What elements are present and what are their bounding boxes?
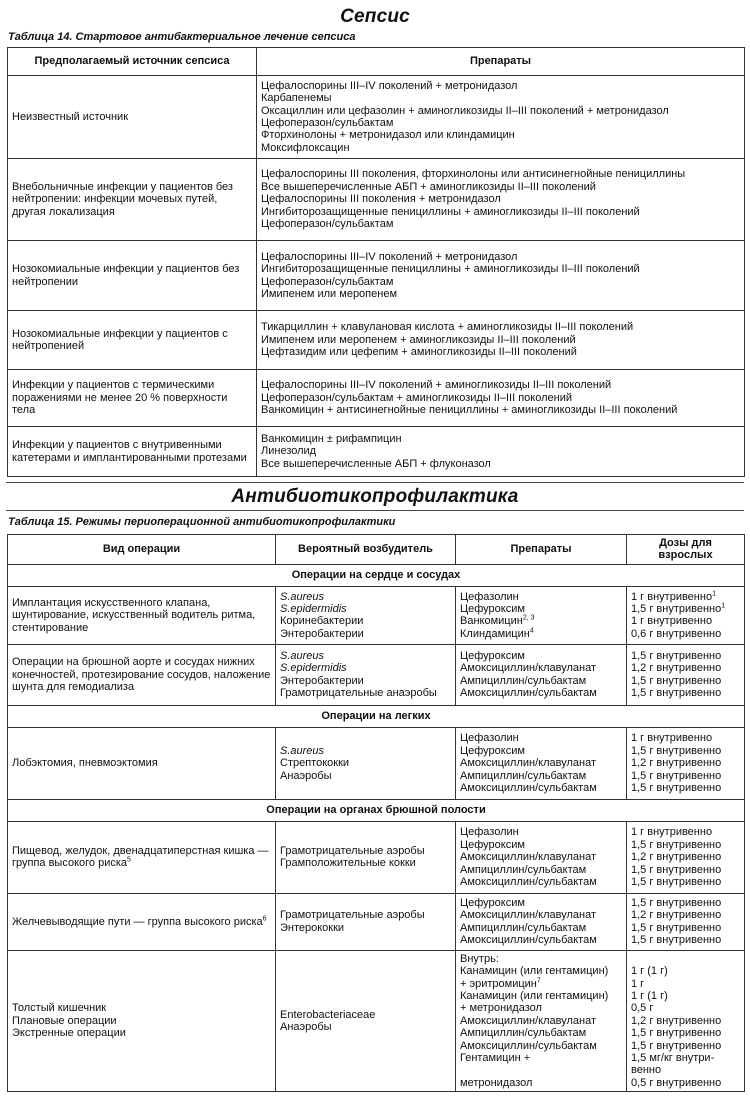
group-header-row <box>8 705 745 727</box>
drug-name: Ванкомицин <box>460 615 523 628</box>
pathogen-line: Коринебактерии <box>280 615 364 628</box>
operation-text: Пищевод, желудок, двенадцатиперстная кишка — группа высокого риска <box>12 844 269 870</box>
drug-name: Цефазолин <box>460 590 519 603</box>
drug-line: Внутрь: <box>460 952 499 965</box>
pathogen-cell <box>276 950 456 1091</box>
table-14-caption: Таблица 14. Стартовое антибактериальное лечение сепсиса <box>8 31 356 43</box>
dose-line: 1 г внутривенно <box>631 732 713 745</box>
operation-cell <box>8 821 276 893</box>
drugs-cell <box>257 76 745 159</box>
table-row <box>8 311 745 370</box>
drug-line: Имипенем или меропенем <box>261 287 398 300</box>
dose-cell <box>627 586 745 644</box>
drug-line: Оксациллин или цефазолин + аминогликозиды II–III поколений + метронидазол <box>261 104 669 117</box>
dose-line: венно <box>631 1064 662 1077</box>
drug-line: Цефалоспорины III–IV поколений + аминогликозиды II–III поколений <box>261 379 612 392</box>
pathogen-cell <box>276 893 456 950</box>
dose-line: 1,2 г внутривенно <box>631 1014 722 1027</box>
footnote-ref: 5 <box>127 856 131 864</box>
dose-line: 1,5 г внутривенно <box>631 875 722 888</box>
drug-line: Цефуроксим <box>460 897 525 909</box>
section-title-prophylaxis: Антибиотикопрофилактика <box>231 486 519 507</box>
table-row <box>8 586 745 644</box>
drug-line: Цефазолин <box>460 732 519 745</box>
source-cell: Нозокомиальные инфекции у пациентов с нейтропенией <box>8 311 257 370</box>
pathogen-line: Энтерококки <box>280 921 345 934</box>
dose-value: 0,6 г внутривенно <box>631 627 722 640</box>
drug-line: Цефуроксим <box>460 838 525 851</box>
table-15 <box>7 534 745 1092</box>
dose-cell <box>627 821 745 893</box>
table-row <box>8 893 745 950</box>
column-header-operation: Вид операции <box>8 535 276 565</box>
dose-line: 1 г внутривенно <box>631 826 713 839</box>
drug-line: Ампициллин/сульбактам <box>460 1027 587 1040</box>
drugs-cell <box>257 427 745 477</box>
column-header-drugs: Препараты <box>456 535 627 565</box>
drugs-cell <box>257 241 745 311</box>
drug-line: Моксифлоксацин <box>261 141 350 154</box>
dose-line: 1,5 г внутривенно <box>631 769 722 782</box>
group-header-lungs: Операции на легких <box>8 705 745 727</box>
footnote-ref: 1 <box>721 602 726 610</box>
drug-line: Все вышеперечисленные АБП + флуконазол <box>261 457 491 470</box>
dose-line: 1 г (1 г) <box>631 965 668 978</box>
drugs-cell <box>257 370 745 427</box>
pathogen-line: Анаэробы <box>280 1021 332 1034</box>
drug-line: Цефазолин <box>460 826 519 839</box>
drug-line: + метронидазол <box>460 1002 542 1015</box>
operation-cell: Имплантация искусственного клапана, шунтирование, искусственный водитель ритма, стентирование <box>8 586 276 644</box>
source-cell: Внебольничные инфекции у пациентов без нейтропении: инфекции мочевых путей, другая локализация <box>8 159 257 241</box>
dose-line: 1,5 г внутривенно <box>631 934 722 947</box>
dose-line: 1,2 г внутривенно <box>631 662 722 675</box>
drug-line: Цефоперазон/сульбактам + аминогликозиды II–III поколений <box>261 391 573 404</box>
drug-line: Амоксициллин/сульбактам <box>460 781 597 794</box>
pathogen-line: S.epidermidis <box>280 662 347 675</box>
drug-line: Ампициллин/сульбактам <box>460 769 587 782</box>
source-cell: Инфекции у пациентов с термическими поражениями не менее 20 % поверхности тела <box>8 370 257 427</box>
dose-cell <box>627 644 745 705</box>
pathogen-line: Энтеробактерии <box>280 627 364 640</box>
drug-line: Имипенем или меропенем + аминогликозиды II–III поколений <box>261 333 576 346</box>
operation-line: Толстый кишечник <box>12 1002 107 1015</box>
drug-line: Цефалоспорины III–IV поколений + метронидазол <box>261 250 518 263</box>
source-cell: Инфекции у пациентов с внутривенными катетерами и имплантированными протезами <box>8 427 257 477</box>
drug-line: Гентамицин + <box>460 1052 531 1065</box>
table-15-caption: Таблица 15. Режимы периоперационной антибиотикопрофилактики <box>8 516 396 528</box>
pathogen-cell <box>276 727 456 799</box>
drug-line: Амоксициллин/клавуланат <box>460 757 597 770</box>
dose-line: 0,5 г внутривенно <box>631 1076 722 1089</box>
table-row <box>8 241 745 311</box>
drug-line: Карбапенемы <box>261 92 332 105</box>
section-title-sepsis: Сепсис <box>340 6 410 27</box>
drug-line <box>460 978 622 990</box>
footnote-ref: 2, 3 <box>522 614 535 622</box>
drug-line: Фторхинолоны + метронидазол или клиндамицин <box>261 129 515 142</box>
dose-line <box>631 953 740 965</box>
drug-line: Амоксициллин/клавуланат <box>460 851 597 864</box>
source-cell: Нозокомиальные инфекции у пациентов без нейтропении <box>8 241 257 311</box>
drug-line: Канамицин (или гентамицин) <box>460 990 609 1003</box>
operation-cell: Лобэктомия, пневмоэктомия <box>8 727 276 799</box>
dose-value: 1,5 г внутривенно <box>631 602 722 615</box>
drug-line: Линезолид <box>261 445 317 458</box>
drug-line: Цефалоспорины III поколения + метронидазол <box>261 193 501 206</box>
footnote-ref: 4 <box>529 627 534 635</box>
table-14 <box>7 47 745 477</box>
operation-line: Плановые операции <box>12 1014 117 1027</box>
footnote-ref: 6 <box>262 914 267 922</box>
dose-line: 1,2 г внутривенно <box>631 909 722 922</box>
drug-line: Амоксициллин/клавуланат <box>460 909 597 922</box>
dose-line: 1,5 г внутривенно <box>631 744 722 757</box>
drug-line: Цефтазидим или цефепим + аминогликозиды II–III поколений <box>261 346 577 359</box>
drug-line: Ингибиторозащищенные пенициллины + аминогликозиды II–III поколений <box>261 205 640 218</box>
drug-name: Цефуроксим <box>460 602 525 615</box>
drug-line: Цефоперазон/сульбактам <box>261 117 394 129</box>
dose-line: 0,5 г <box>631 1002 654 1015</box>
dose-line: 1,5 г внутривенно <box>631 897 722 909</box>
drug-cell <box>456 893 627 950</box>
drug-line: Ванкомицин ± рифампицин <box>261 432 402 445</box>
group-header-cardiac: Операции на сердце и сосудах <box>8 564 745 586</box>
drug-line: Амоксициллин/клавуланат <box>460 662 597 675</box>
group-header-row <box>8 564 745 586</box>
drugs-cell <box>257 311 745 370</box>
dose-value: 1 г внутривенно <box>631 615 713 628</box>
pathogen-line: Enterobacteriaceae <box>280 1008 376 1021</box>
drug-line: Амоксициллин/сульбактам <box>460 934 597 947</box>
footnote-ref: 1 <box>712 589 716 597</box>
operation-line: Экстренные операции <box>12 1027 126 1040</box>
operation-cell <box>8 893 276 950</box>
drug-line: Цефоперазон/сульбактам <box>261 218 394 231</box>
pathogen-line: Грамположительные кокки <box>280 857 416 870</box>
table-row <box>8 370 745 427</box>
dose-line: 1,5 г внутривенно <box>631 863 722 876</box>
dose-line: 1,5 г внутривенно <box>631 781 722 794</box>
dose-cell <box>627 727 745 799</box>
pathogen-line: S.aureus <box>280 590 325 603</box>
dose-line: 1,2 г внутривенно <box>631 851 722 864</box>
drug-cell <box>456 727 627 799</box>
section-divider <box>6 482 744 483</box>
pathogen-cell <box>276 586 456 644</box>
dose-line <box>631 628 740 640</box>
dose-line: 1,5 г внутривенно <box>631 1027 722 1040</box>
section-divider <box>6 510 744 511</box>
table-row <box>8 427 745 477</box>
drug-line: метронидазол <box>460 1076 533 1089</box>
drug-line: Ванкомицин + антисинегнойные пенициллины + аминогликозиды II–III поколений <box>261 404 678 417</box>
pathogen-line: S.aureus <box>280 744 325 757</box>
dose-line: 1,5 г внутривенно <box>631 921 722 934</box>
drug-line: Все вышеперечисленные АБП + аминогликозиды II–III поколений <box>261 180 596 193</box>
dose-line <box>631 615 740 627</box>
drugs-cell <box>257 159 745 241</box>
drug-line: Ампициллин/сульбактам <box>460 921 587 934</box>
drug-cell <box>456 586 627 644</box>
drug-cell <box>456 821 627 893</box>
dose-line: 1 г (1 г) <box>631 990 668 1003</box>
drug-line: Амоксициллин/сульбактам <box>460 1039 597 1052</box>
drug-line: Цефоперазон/сульбактам <box>261 275 394 288</box>
pathogen-line: Грамотрицательные аэробы <box>280 844 425 857</box>
dose-line: 1,5 г внутривенно <box>631 674 722 687</box>
drug-name: + эритромицин <box>460 977 537 990</box>
dose-line: 1,5 г внутривенно <box>631 687 722 700</box>
dose-line: 1,5 мг/кг внутри- <box>631 1052 715 1065</box>
drug-line: Цефуроксим <box>460 650 525 662</box>
column-header-doses: Дозы для взрослых <box>627 535 745 565</box>
table-row <box>8 159 745 241</box>
dose-line: 1,5 г внутривенно <box>631 650 722 662</box>
group-header-abdominal: Операции на органах брюшной полости <box>8 799 745 821</box>
column-header-pathogen: Вероятный возбудитель <box>276 535 456 565</box>
drug-line: Цефуроксим <box>460 744 525 757</box>
pathogen-line: Стрептококки <box>280 757 350 770</box>
footnote-ref: 7 <box>536 976 541 984</box>
dose-value: 1 г внутривенно <box>631 590 713 603</box>
drug-line: Ингибиторозащищенные пенициллины + аминогликозиды II–III поколений <box>261 263 640 276</box>
dose-line: 1,5 г внутривенно <box>631 1039 722 1052</box>
source-cell: Неизвестный источник <box>8 76 257 159</box>
dose-line <box>631 591 740 603</box>
operation-text: Желчевыводящие пути — группа высокого риска <box>12 915 263 928</box>
drug-line: Цефалоспорины III поколения, фторхинолоны или антисинегнойные пенициллины <box>261 168 686 181</box>
column-header-source: Предполагаемый источник сепсиса <box>8 48 257 76</box>
table-row <box>8 727 745 799</box>
table-header-row <box>8 535 745 565</box>
pathogen-line: S.epidermidis <box>280 602 347 615</box>
dose-cell <box>627 893 745 950</box>
drug-line: Ампициллин/сульбактам <box>460 674 587 687</box>
operation-cell: Операции на брюшной аорте и сосудах нижних конечностей, протезирование сосудов, наложение шунта для гемодиализа <box>8 644 276 705</box>
drug-line <box>460 591 622 603</box>
pathogen-cell <box>276 644 456 705</box>
group-header-row <box>8 799 745 821</box>
drug-line: Амоксициллин/сульбактам <box>460 875 597 888</box>
operation-cell <box>8 950 276 1091</box>
drug-name: Клиндамицин <box>460 627 530 640</box>
table-row <box>8 950 745 1091</box>
drug-line: Тикарциллин + клавулановая кислота + аминогликозиды II–III поколений <box>261 321 634 334</box>
drug-line: Канамицин (или гентамицин) <box>460 965 609 978</box>
dose-line: 1,2 г внутривенно <box>631 757 722 770</box>
drug-cell <box>456 950 627 1091</box>
dose-line: 1,5 г внутривенно <box>631 838 722 851</box>
table-row <box>8 76 745 159</box>
drug-line <box>460 615 622 627</box>
pathogen-cell <box>276 821 456 893</box>
pathogen-line: Грамотрицательные аэробы <box>280 909 425 922</box>
drug-line <box>460 603 622 615</box>
dose-cell <box>627 950 745 1091</box>
drug-line <box>460 1064 622 1076</box>
pathogen-line: S.aureus <box>280 650 325 662</box>
drug-line: Ампициллин/сульбактам <box>460 863 587 876</box>
dose-line <box>631 603 740 615</box>
drug-line: Цефалоспорины III–IV поколений + метронидазол <box>261 79 518 92</box>
pathogen-line: Грамотрицательные анаэробы <box>280 687 437 700</box>
drug-line <box>460 628 622 640</box>
drug-cell <box>456 644 627 705</box>
table-header-row <box>8 48 745 76</box>
pathogen-line: Анаэробы <box>280 769 332 782</box>
dose-line: 1 г <box>631 977 645 990</box>
table-row <box>8 644 745 705</box>
drug-line: Амоксициллин/клавуланат <box>460 1014 597 1027</box>
column-header-drugs: Препараты <box>257 48 745 76</box>
pathogen-line: Энтеробактерии <box>280 674 364 687</box>
table-row <box>8 821 745 893</box>
drug-line: Амоксициллин/сульбактам <box>460 687 597 700</box>
